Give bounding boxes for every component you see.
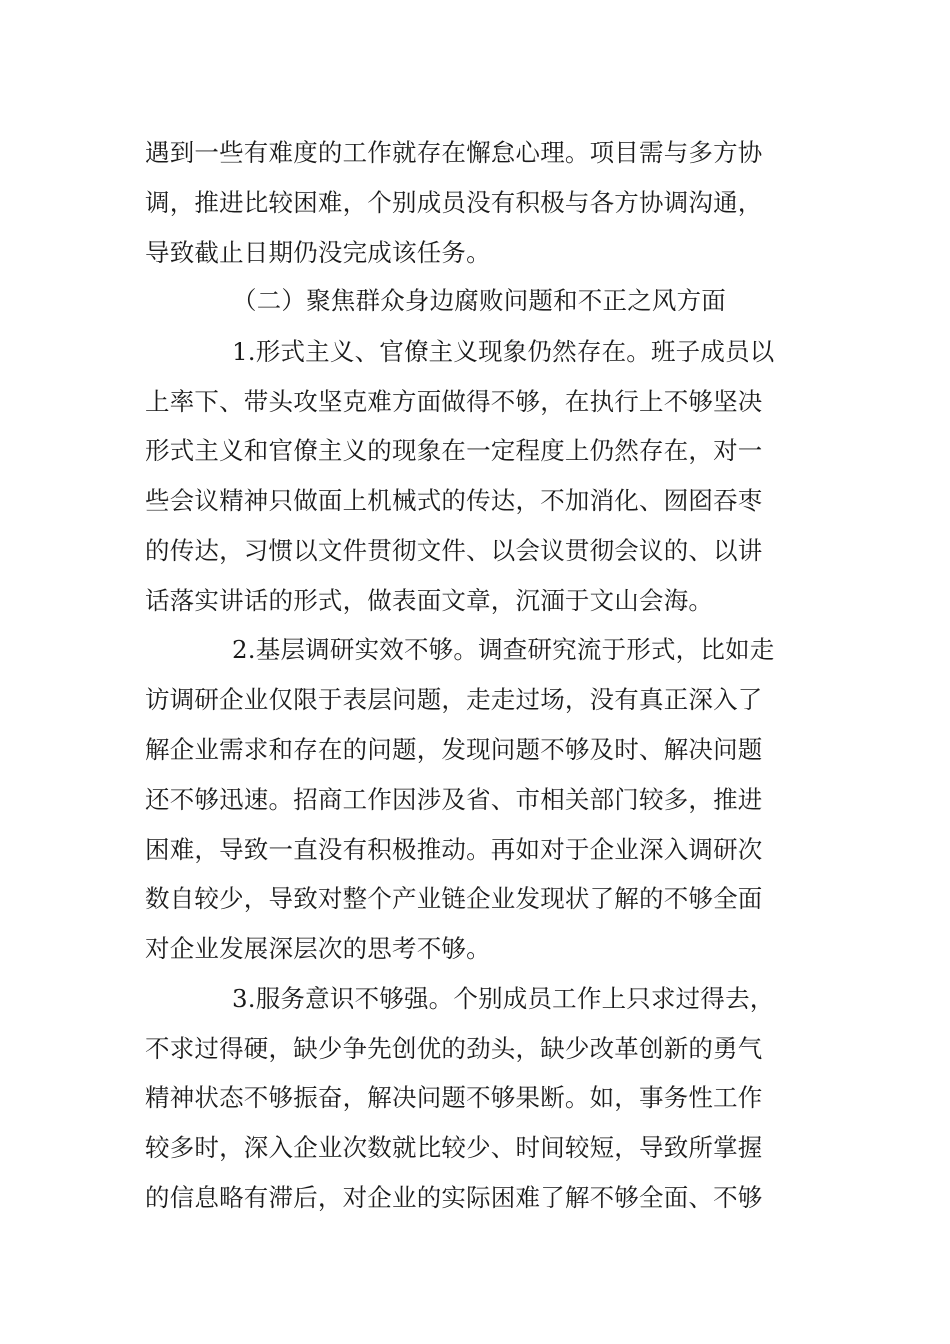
- text-line: 的传达，习惯以文件贯彻文件、以会议贯彻会议的、以讲: [145, 536, 763, 565]
- text-line: 形式主义和官僚主义的现象在一定程度上仍然存在，对一: [145, 436, 763, 465]
- paragraph-first-line: 2.基层调研实效不够。调查研究流于形式，比如走: [232, 635, 775, 664]
- text-line: 导致截止日期仍没完成该任务。: [145, 238, 491, 267]
- text-line: 的信息略有滞后，对企业的实际困难了解不够全面、不够: [145, 1183, 763, 1212]
- paragraph-first-line: 3.服务意识不够强。个别成员工作上只求过得去，: [232, 984, 775, 1013]
- text-line: 困难，导致一直没有积极推动。再如对于企业深入调研次: [145, 835, 763, 864]
- text-line: 调，推进比较困难，个别成员没有积极与各方协调沟通，: [145, 188, 763, 217]
- text-line: 精神状态不够振奋，解决问题不够果断。如，事务性工作: [145, 1083, 763, 1112]
- text-line: 解企业需求和存在的问题，发现问题不够及时、解决问题: [145, 735, 763, 764]
- text-line: 话落实讲话的形式，做表面文章，沉湎于文山会海。: [145, 586, 714, 615]
- text-line: 数自较少，导致对整个产业链企业发现状了解的不够全面: [145, 884, 763, 913]
- text-line: 遇到一些有难度的工作就存在懈怠心理。项目需与多方协: [145, 138, 763, 167]
- paragraph-first-line: 1.形式主义、官僚主义现象仍然存在。班子成员以: [232, 337, 775, 366]
- text-line: 对企业发展深层次的思考不够。: [145, 934, 491, 963]
- text-line: 还不够迅速。招商工作因涉及省、市相关部门较多，推进: [145, 785, 763, 814]
- text-line: 较多时，深入企业次数就比较少、时间较短，导致所掌握: [145, 1133, 763, 1162]
- text-line: 不求过得硬，缺少争先创优的劲头，缺少改革创新的勇气: [145, 1034, 763, 1063]
- text-line: 访调研企业仅限于表层问题，走走过场，没有真正深入了: [145, 685, 763, 714]
- text-line: 上率下、带头攻坚克难方面做得不够，在执行上不够坚决: [145, 387, 763, 416]
- section-heading: （二）聚焦群众身边腐败问题和不正之风方面: [232, 286, 726, 315]
- text-line: 些会议精神只做面上机械式的传达，不加消化、囫囵吞枣: [145, 486, 763, 515]
